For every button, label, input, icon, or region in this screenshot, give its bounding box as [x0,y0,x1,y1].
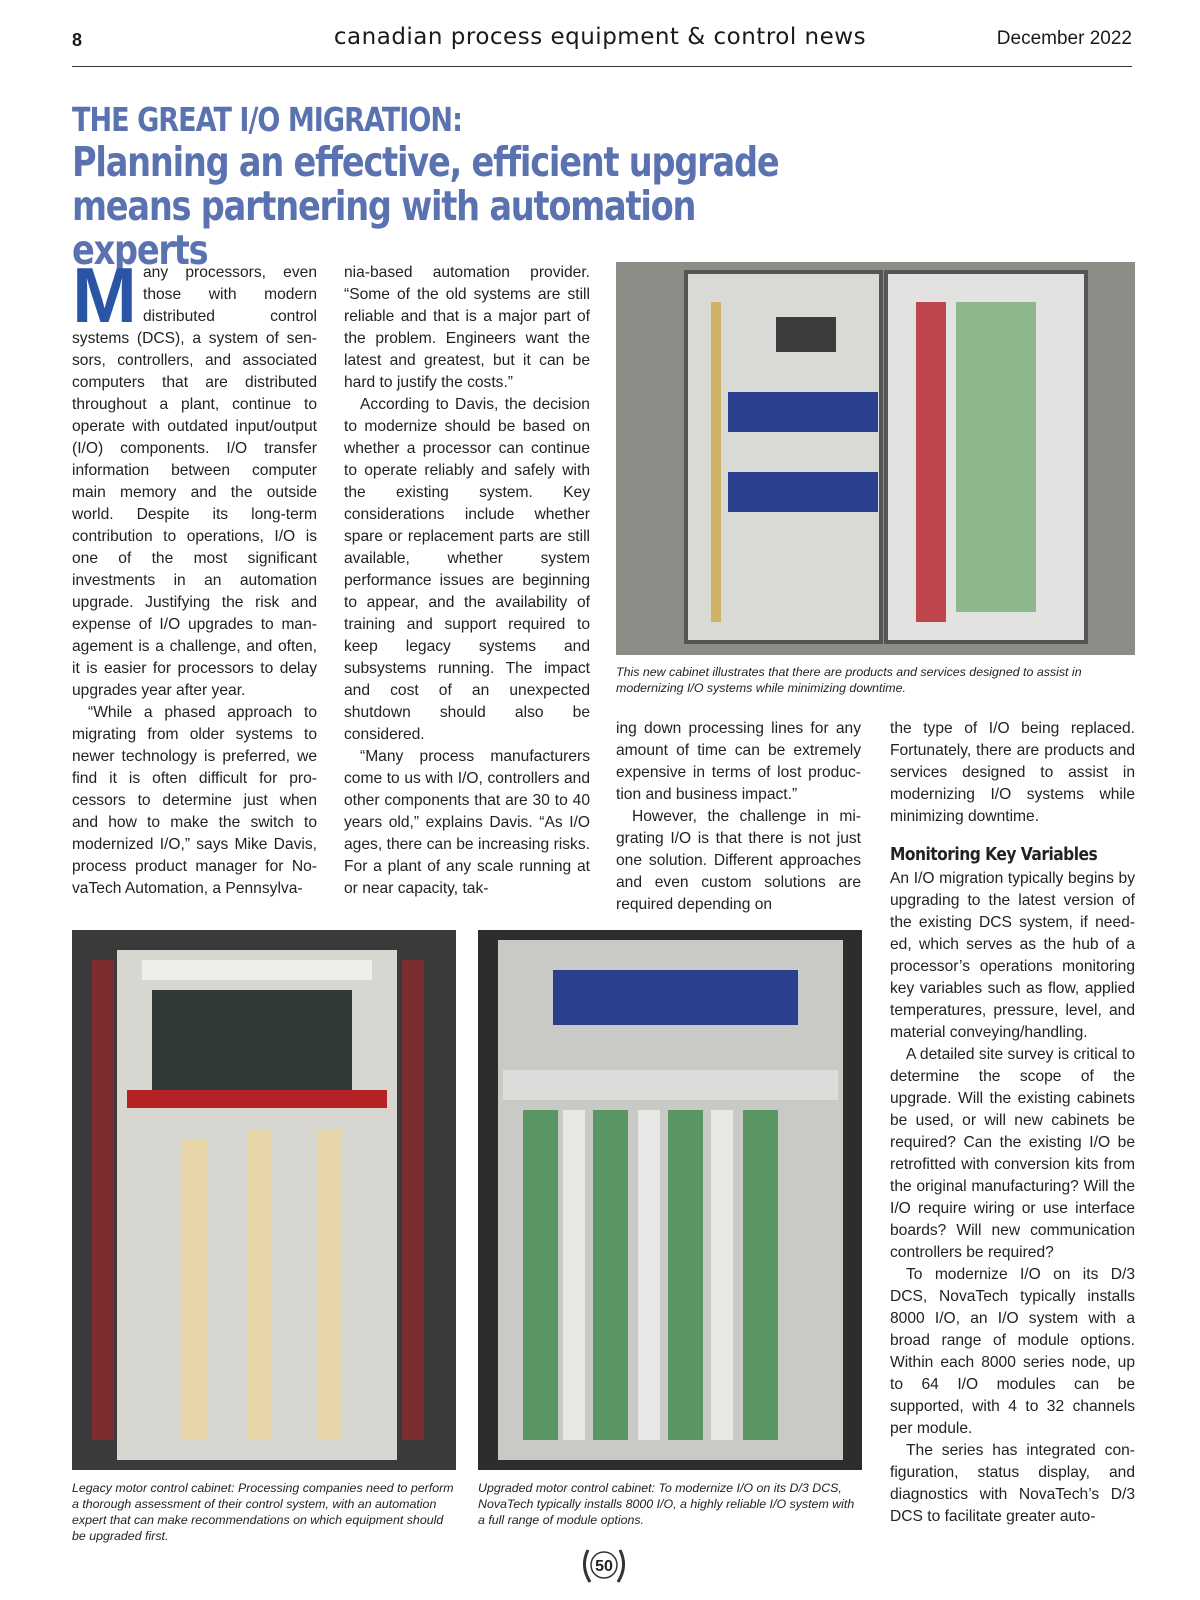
photo-legacy-cabinet [72,930,456,1470]
paragraph: nia-based automation provider. “Some of the old systems are still reliable and that is a major part of the problem. Engineers want the latest and greatest, but it can be hard to justify the costs.” [344,264,590,391]
laurel-icon [578,1544,630,1588]
paragraph: However, the challenge in migrating I/O is that there is not just one solution. Different approaches and even custom solutions are required depending on [616,808,861,913]
article-kicker: THE GREAT I/O MIGRATION: [72,100,462,139]
page-number: 8 [72,30,83,50]
paragraph: To modernize I/O on its D/3 DCS, NovaTech typically installs 8000 I/O, an I/O system with a broad range of module options. Within each 8000 series node, up to 64 I/O modules can be supported, with 4 to 32 channels per module. [890,1266,1135,1437]
article-headline: Planning an effective, efficient upgrade means partnering with automation experts [72,138,779,274]
paragraph: An I/O migration typically begins by upgrading to the latest version of the existing DCS system, if needed, which serves as the hub of a processor’s operations monitoring key variables such as flow, applied temperatures, pressure, level, and material conveying/handling. [890,870,1135,1041]
upgraded-cabinet-illustration [478,930,862,1470]
paragraph: ing down processing lines for any amount of time can be extremely expensive in terms of lost production and business impact.” [616,720,861,803]
body-column-3 [616,718,861,916]
publication-name: canadian process equipment & control news [333,24,867,50]
cabinet-illustration [616,262,1135,655]
paragraph: A detailed site survey is critical to determine the scope of the upgrade. Will the existing cabinets be used, or will new cabinets be required? Can the existing I/O be retrofitted with conversion kits from the original manufacturing? Will the I/O require wiring or use interface boards? Will new communication controllers be required? [890,1046,1135,1261]
body-column-1 [72,251,317,900]
subhead-monitoring: Monitoring Key Variables [890,844,1098,865]
paragraph: According to Davis, the decision to modernize should be based on whether a processor can continue to operate reliably and safely with the existing system. Key considerations include whether spare or replacement parts are still available, whether system performance issues are beginning to appear, and the availability of training and support required to keep legacy systems and subsystems running. The impact and cost of an unexpected shutdown should also be considered. [344,396,590,743]
header-divider [72,66,1132,67]
drop-cap: M [72,251,137,339]
issue-date: December 2022 [996,28,1132,49]
anniversary-50-logo [578,1544,630,1588]
body-column-4 [890,718,1135,1528]
caption-upgraded-cabinet: Upgraded motor control cabinet: To modernize I/O on its D/3 DCS, NovaTech typically installs 8000 I/O, a highly reliable I/O system with a full range of module options. [478,1481,855,1527]
caption-new-cabinet: This new cabinet illustrates that there are products and services designed to assist in modernizing I/O systems while minimizing downtime. [616,665,1082,695]
paragraph: The series has integrated configuration, status display, and diagnostics with NovaTech’s D/3 DCS to facilitate greater auto- [890,1442,1135,1525]
badge-number: 50 [595,1558,613,1575]
paragraph: the type of I/O being replaced. Fortunately, there are products and services designed to assist in modernizing I/O systems while minimizing downtime. [890,720,1135,825]
paragraph: Many processors, even those with modern distributed control systems (DCS), a system of sensors, controllers, and associated computers that are distributed throughout a plant, continue to operate with outdated input/output (I/O) components. I/O transfer information between computer main memory and the outside world. Despite its long-term contribution to operations, I/O is one of the most significant investments in an automation upgrade. Justifying the risk and expense of I/O upgrades to management is a challenge, and often, it is easier for processors to delay upgrades year after year. [72,251,317,699]
body-column-2 [344,262,590,900]
photo-new-cabinet [616,262,1135,655]
paragraph: “Many process manufacturers come to us with I/O, controllers and other components that are 30 to 40 years old,” explains Davis. “As I/O ages, there can be increasing risks. For a plant of any scale running at or near capacity, tak- [344,748,590,897]
photo-upgraded-cabinet [478,930,862,1470]
legacy-cabinet-illustration [72,930,456,1470]
paragraph: “While a phased approach to migrating from older systems to newer technology is preferred, we find it is often difficult for processors to determine just when and how to make the switch to modernized I/O,” says Mike Davis, process product manager for NovaTech Automation, a Pennsylva- [72,704,317,897]
caption-legacy-cabinet: Legacy motor control cabinet: Processing companies need to perform a thorough assessment of their control system, with an automation expert that can make recommendations on which equipment should be upgraded first. [72,1481,454,1543]
